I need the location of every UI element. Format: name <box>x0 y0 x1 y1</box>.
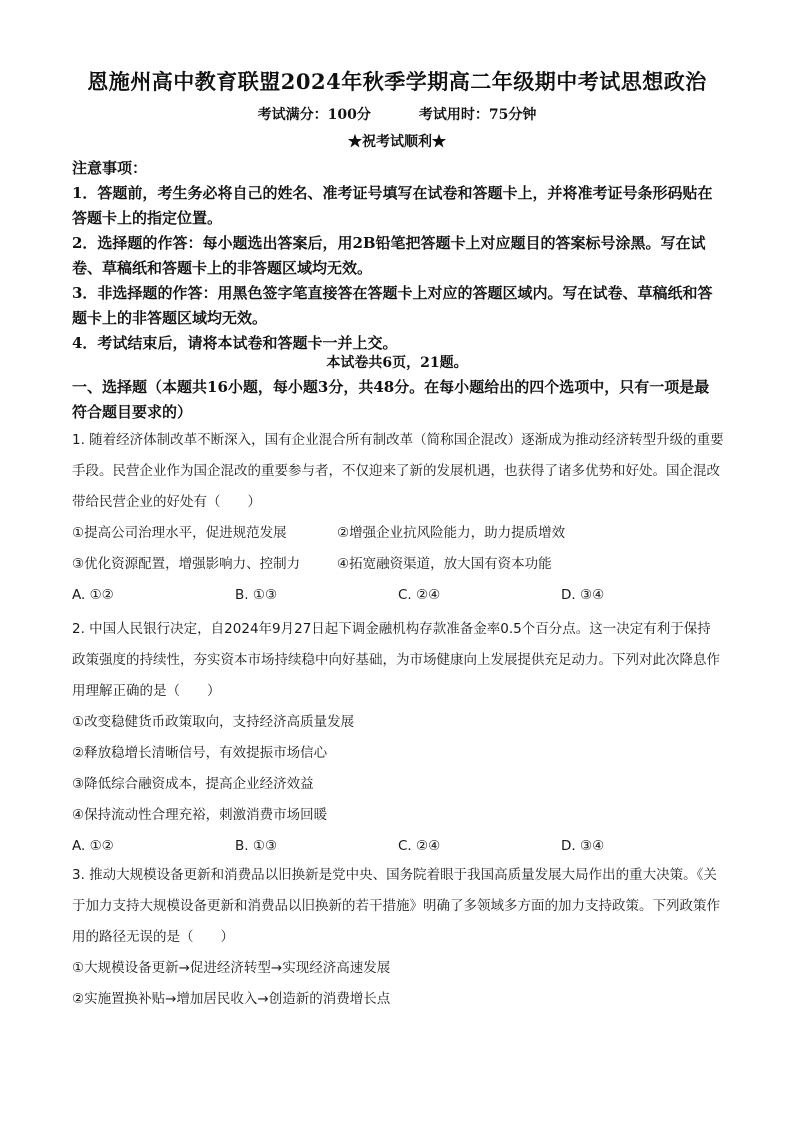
choice-a: A. ①② <box>72 587 114 603</box>
question-1 <box>72 425 724 611</box>
choice-c: C. ②④ <box>398 587 441 603</box>
volume-info: 本试卷共6页，21题。 <box>326 355 468 371</box>
full-score: 考试满分：100分 <box>257 107 371 123</box>
statement-row <box>72 518 724 549</box>
choice-row <box>72 831 724 862</box>
choice-c: C. ②④ <box>398 838 441 854</box>
statement-item: ④保持流动性合理充裕，刺激消费市场回暖 <box>72 807 328 823</box>
choice-b: B. ①③ <box>235 838 278 854</box>
statement-item: ②释放稳增长清晰信号，有效提振市场信心 <box>72 745 328 761</box>
question-3 <box>72 860 724 1015</box>
exam-duration: 考试用时：75分钟 <box>418 107 537 123</box>
blessing-line: ★祝考试顺利★ <box>348 134 446 150</box>
question-stem: 3. 推动大规模设备更新和消费品以旧换新是党中央、国务院着眼于我国高质量发展大局作出的重大决策。《关于加力支持大规模设备更新和消费品以旧换新的若干措施》明确了多领域多方面的加力支持政策。下列政策作用的路径无误的是（ ） <box>72 867 720 945</box>
note-item: 3．非选择题的作答：用黑色签字笔直接答在答题卡上对应的答题区域内。写在试卷、草稿纸和答题卡上的非答题区域均无效。 <box>72 284 713 327</box>
statement-item: ③优化资源配置，增强影响力、控制力 <box>72 556 301 572</box>
note-item: 2．选择题的作答：每小题选出答案后，用2B铅笔把答题卡上对应题目的答案标号涂黑。写在试卷、草稿纸和答题卡上的非答题区域均无效。 <box>72 234 706 277</box>
choice-d: D. ③④ <box>561 838 605 854</box>
choice-a: A. ①② <box>72 838 114 854</box>
choice-row <box>72 580 724 611</box>
exam-title: 恩施州高中教育联盟2024年秋季学期高二年级期中考试思想政治 <box>87 69 707 94</box>
notes-section <box>72 156 724 356</box>
note-item: 4．考试结束后，请将本试卷和答题卡一并上交。 <box>72 334 398 352</box>
choice-d: D. ③④ <box>561 587 605 603</box>
notes-heading: 注意事项： <box>72 159 148 177</box>
question-2 <box>72 614 724 862</box>
statement-item: ④拓宽融资渠道，放大国有资本功能 <box>337 556 552 572</box>
statement-item: ②增强企业抗风险能力，助力提质增效 <box>337 525 566 541</box>
section-heading: 一、选择题（本题共16小题，每小题3分，共48分。在每小题给出的四个选项中，只有一项是最符合题目要求的） <box>72 378 710 421</box>
exam-meta <box>0 104 794 124</box>
question-stem: 1. 随着经济体制改革不断深入，国有企业混合所有制改革（简称国企混改）逐渐成为推动经济转型升级的重要手段。民营企业作为国企混改的重要参与者，不仅迎来了新的发展机遇，也获得了诸多优势和好处。国企混改带给民营企业的好处有（ ） <box>72 432 724 510</box>
question-stem: 2. 中国人民银行决定，自2024年9月27日起下调金融机构存款准备金率0.5个百分点。这一决定有利于保持政策强度的持续性，夯实资本市场持续稳中向好基础，为市场健康向上发展提供充足动力。下列对此次降息作用理解正确的是（ ） <box>72 621 720 699</box>
statement-item: ①大规模设备更新→促进经济转型→实现经济高速发展 <box>72 960 391 976</box>
note-item: 1．答题前，考生务必将自己的姓名、准考证号填写在试卷和答题卡上，并将准考证号条形码贴在答题卡上的指定位置。 <box>72 184 713 227</box>
statement-item: ②实施置换补贴→增加居民收入→创造新的消费增长点 <box>72 991 391 1007</box>
statement-item: ③降低综合融资成本，提高企业经济效益 <box>72 776 314 792</box>
statement-item: ①改变稳健货币政策取向，支持经济高质量发展 <box>72 714 355 730</box>
statement-item: ①提高公司治理水平，促进规范发展 <box>72 525 287 541</box>
statement-row <box>72 549 724 580</box>
choice-b: B. ①③ <box>235 587 278 603</box>
